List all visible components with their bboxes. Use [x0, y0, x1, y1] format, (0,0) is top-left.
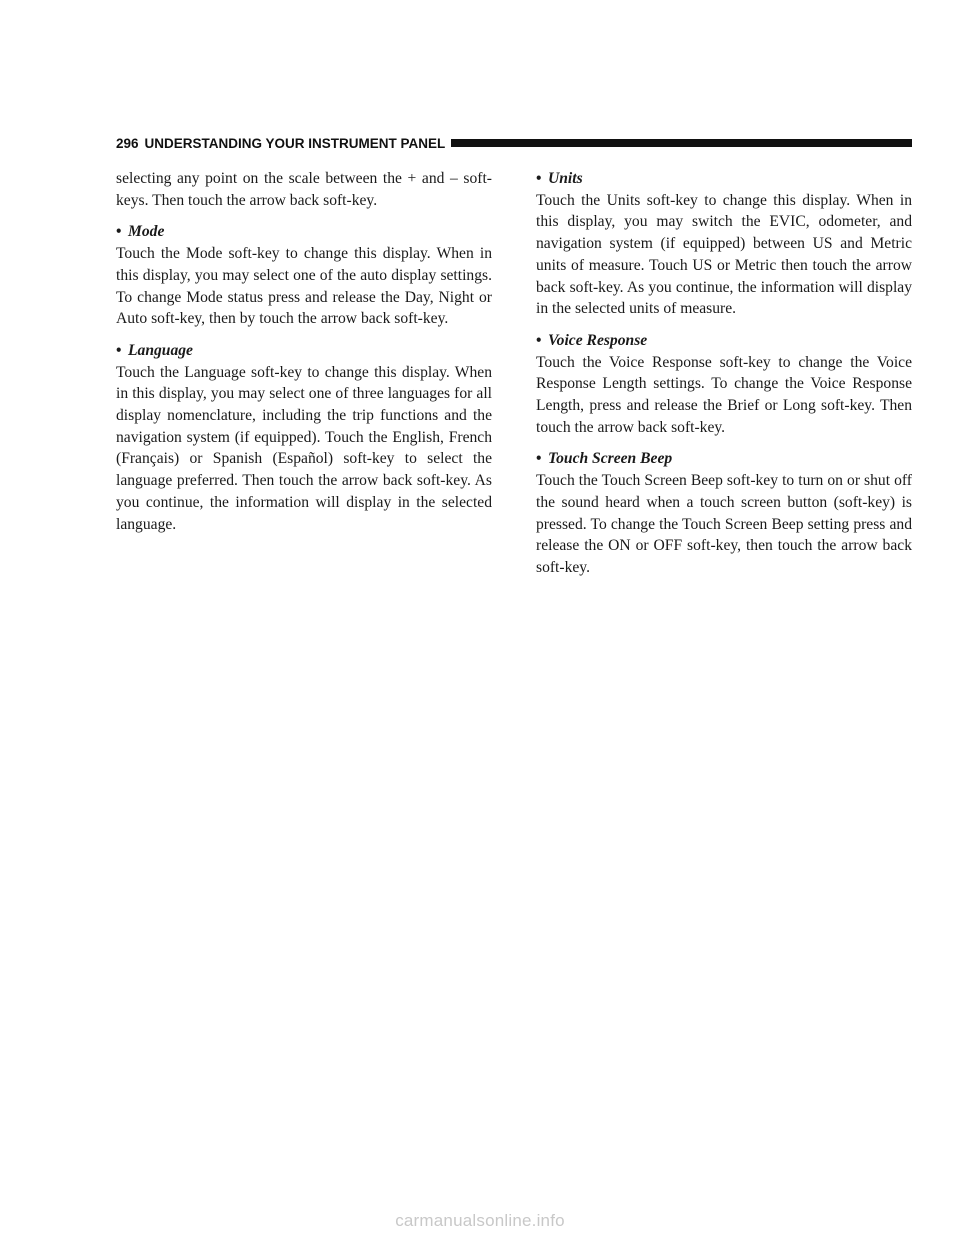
item-heading-text: Units — [548, 170, 583, 187]
bullet-icon: • — [536, 170, 542, 187]
right-column — [536, 168, 912, 589]
item-body-language: Touch the Language soft-key to change this display. When in this display, you may select one of three languages for all display nomenclature, including the trip functions and the navigation system (if equipped). Touch the English, French (Français) or Spanish (Español) soft-key to select the language preferred. Then touch the arrow back soft-key. As you continue, the information will display in the selected language. — [116, 363, 492, 533]
bullet-icon: • — [536, 331, 542, 349]
item-body-units: Touch the Units soft-key to change this display. When in this display, you may switch the EVIC, odometer, and navigation system (if equipped) between US and Metric units of measure. Touch US or Metric then touch the arrow back soft-key. As you continue, the information will display in the selected units of measure. — [536, 191, 912, 318]
intro-paragraph: selecting any point on the scale between the + and – soft-keys. Then touch the arrow back soft-key. — [116, 170, 492, 209]
section-title: UNDERSTANDING YOUR INSTRUMENT PANEL — [144, 135, 446, 151]
item-heading-text: Language — [128, 341, 193, 359]
bullet-icon: • — [116, 223, 122, 241]
item-body-touch-screen-beep: Touch the Touch Screen Beep soft-key to turn on or shut off the sound heard when a touch screen button (soft-key) is pressed. To change the Touch Screen Beep setting press and release the ON or OFF soft-key, then touch the arrow back soft-key. — [536, 472, 912, 576]
page-header — [116, 134, 912, 152]
bullet-icon: • — [536, 450, 542, 468]
item-body-mode: Touch the Mode soft-key to change this display. When in this display, you may select one of the auto display settings. To change Mode status press and release the Day, Night or Auto soft-key, then by touch the arrow back soft-key. — [116, 245, 492, 328]
page-number: 296 — [116, 135, 139, 151]
item-heading-language — [116, 340, 492, 362]
item-heading-text: Voice Response — [548, 331, 648, 349]
item-heading-text: Touch Screen Beep — [548, 450, 673, 468]
item-body-voice-response: Touch the Voice Response soft-key to change the Voice Response Length settings. To change the Voice Response Length, press and release the Brief or Long soft-key. Then touch the arrow back soft-key. — [536, 353, 912, 436]
item-heading-touch-screen-beep — [536, 448, 912, 470]
header-rule — [451, 139, 912, 147]
item-heading-voice-response — [536, 330, 912, 352]
item-heading-units — [536, 168, 912, 190]
bullet-icon: • — [116, 341, 122, 359]
footer-watermark: carmanualsonline.info — [395, 1211, 565, 1230]
left-column — [116, 168, 492, 545]
item-heading-mode — [116, 221, 492, 243]
item-heading-text: Mode — [128, 223, 165, 241]
